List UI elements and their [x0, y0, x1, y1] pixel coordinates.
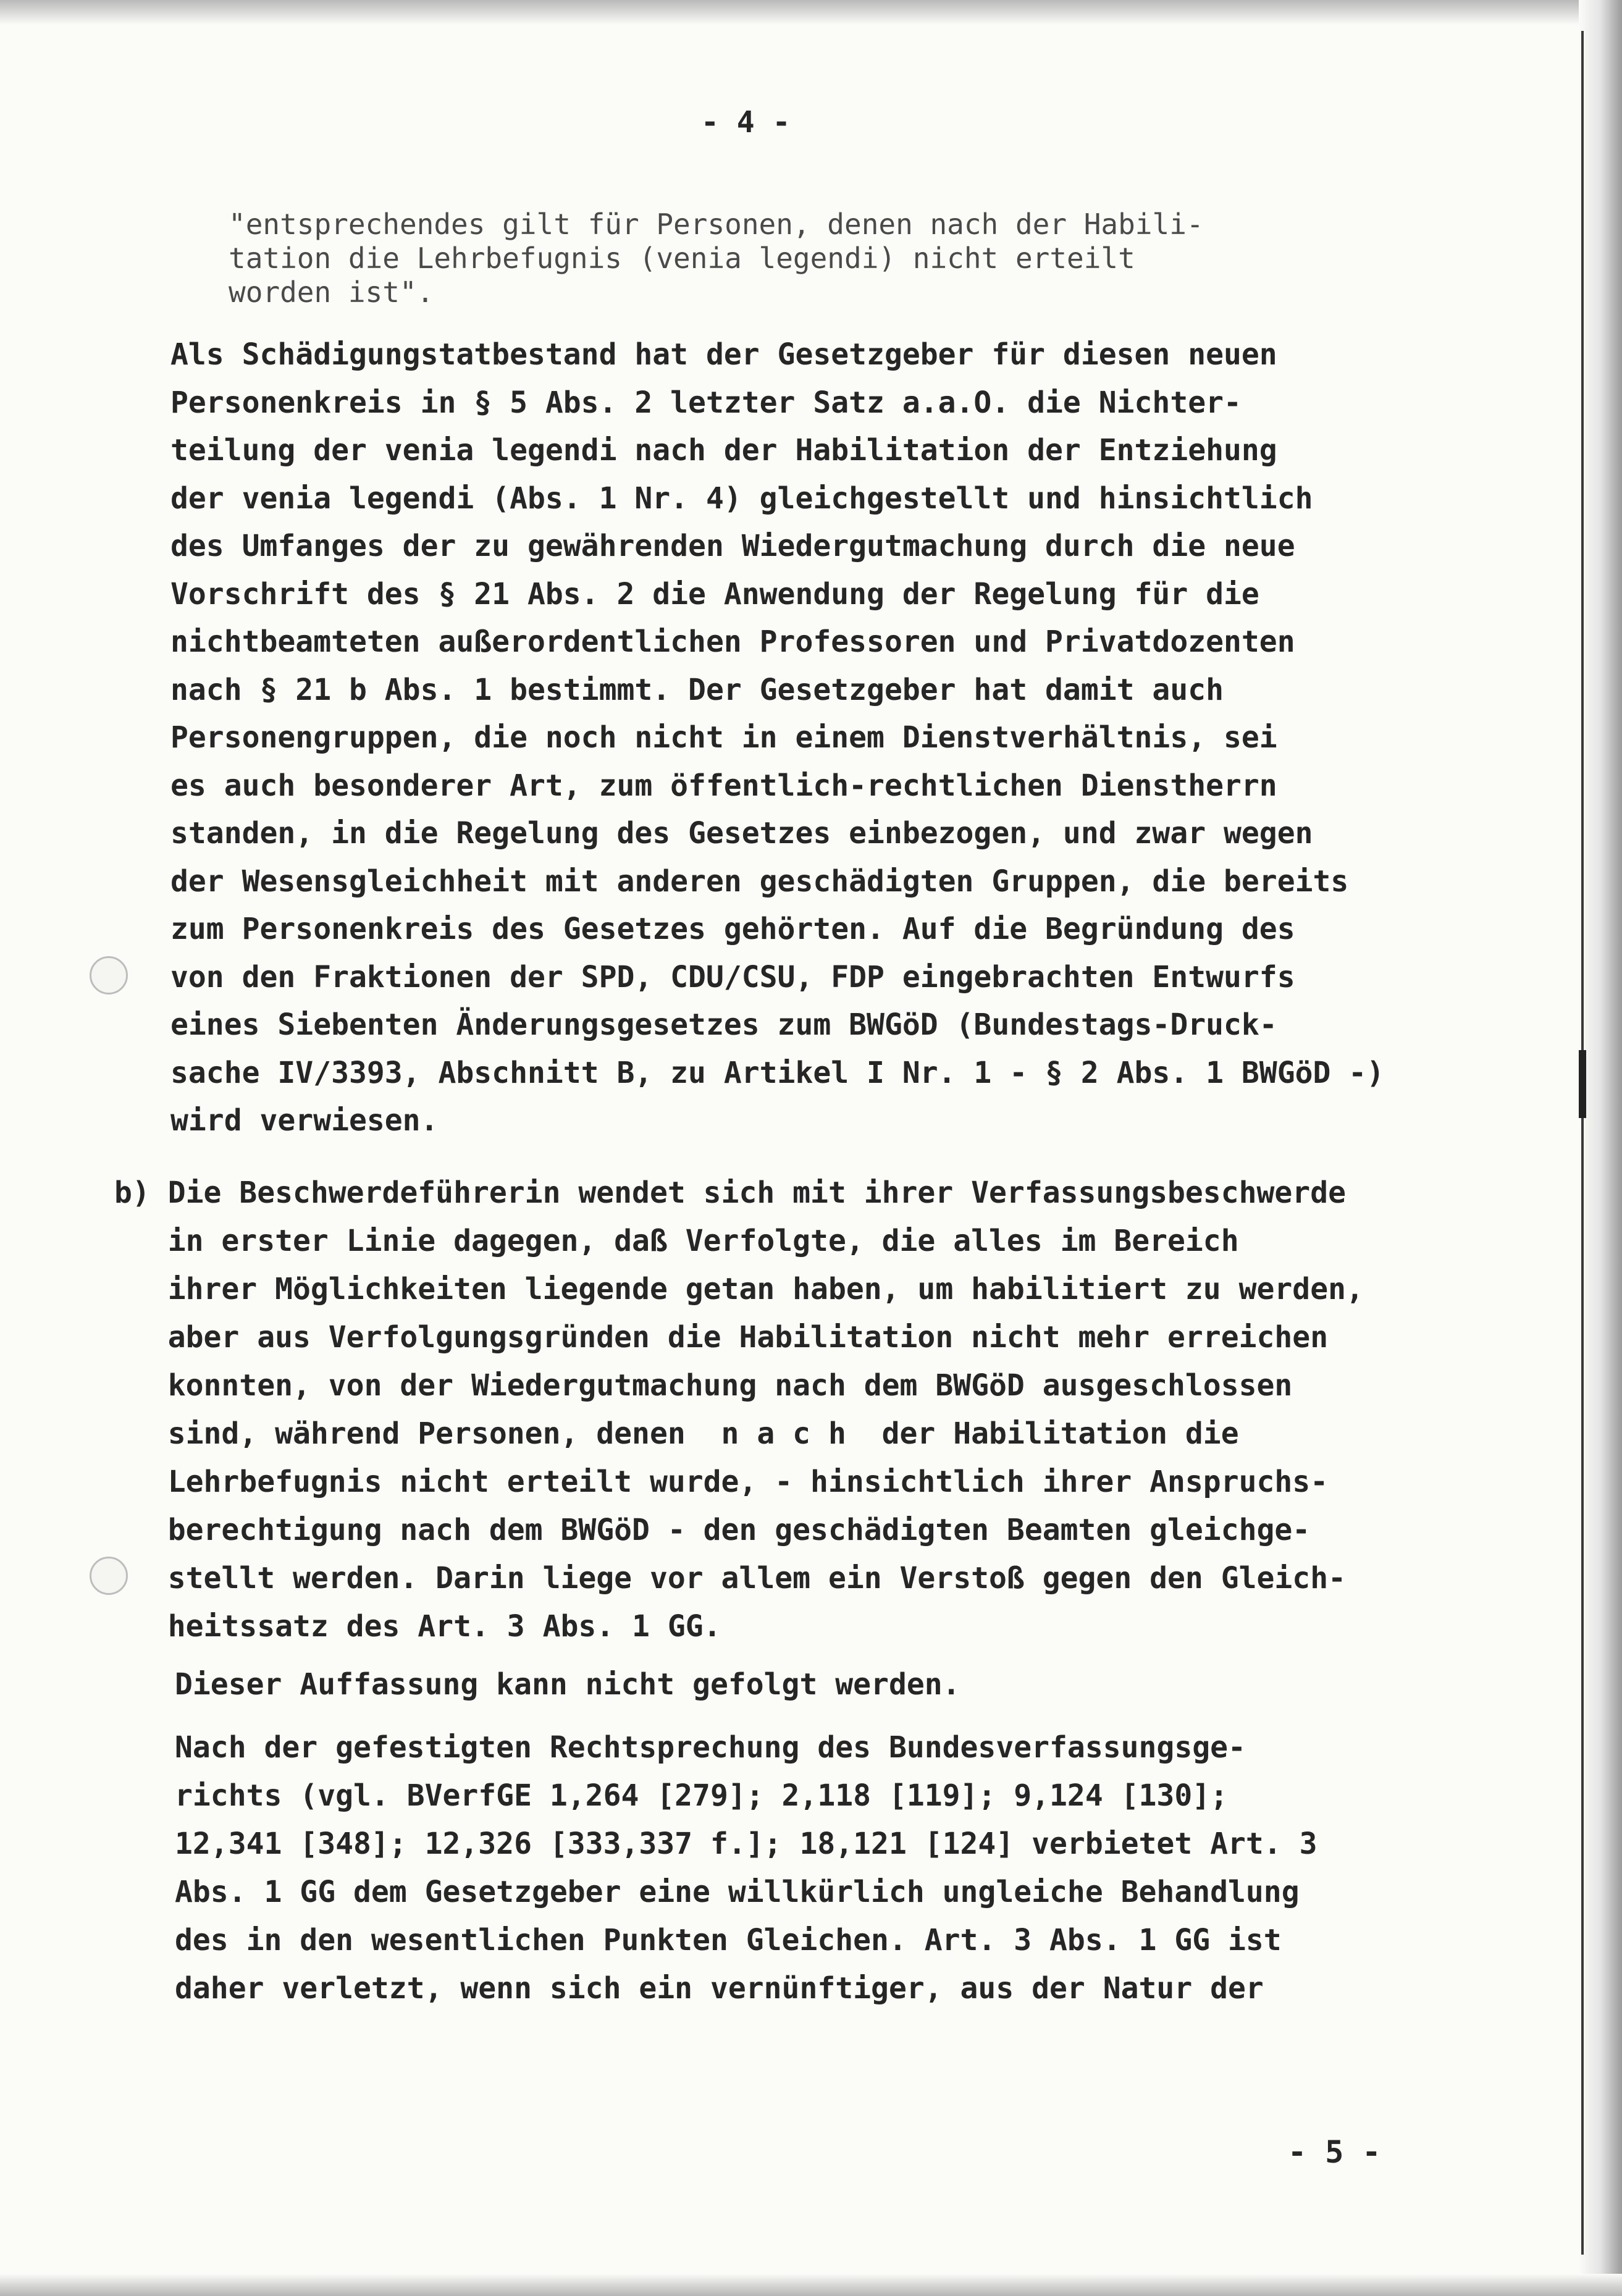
quote-block [229, 208, 1204, 309]
scan-edge-line [1581, 31, 1584, 2255]
paragraph-line: b) Die Beschwerdeführerin wendet sich mit ihrer Verfassungsbeschwerde [114, 1175, 1346, 1210]
paragraph-line: Abs. 1 GG dem Gesetzgeber eine willkürlich ungleiche Behandlung [175, 1875, 1300, 1909]
paragraph-line: zum Personenkreis des Gesetzes gehörten. Auf die Begründung des [170, 912, 1295, 946]
paragraph-line: sache IV/3393, Abschnitt B, zu Artikel I Nr. 1 - § 2 Abs. 1 BWGöD -) [170, 1055, 1385, 1090]
paragraph-line: ihrer Möglichkeiten liegende getan haben, um habilitiert zu werden, [114, 1272, 1364, 1306]
scan-edge-bottom [0, 2274, 1622, 2296]
paragraph-line: aber aus Verfolgungsgründen die Habilitation nicht mehr erreichen [114, 1320, 1329, 1355]
paragraph-line: Dieser Auffassung kann nicht gefolgt werden. [175, 1667, 960, 1702]
paragraph-2 [175, 1660, 960, 1709]
paragraph-line: 12,341 [348]; 12,326 [333,337 f.]; 18,121 [124] verbietet Art. 3 [175, 1827, 1317, 1861]
paragraph-line: daher verletzt, wenn sich ein vernünftiger, aus der Natur der [175, 1971, 1264, 2006]
paragraph-b [114, 1169, 1364, 1651]
paragraph-line: Lehrbefugnis nicht erteilt wurde, - hinsichtlich ihrer Anspruchs- [114, 1465, 1329, 1499]
paragraph-line: nach § 21 b Abs. 1 bestimmt. Der Gesetzgeber hat damit auch [170, 672, 1224, 707]
paragraph-line: der venia legendi (Abs. 1 Nr. 4) gleichgestellt und hinsichtlich [170, 481, 1313, 516]
paragraph-line: standen, in die Regelung des Gesetzes einbezogen, und zwar wegen [170, 816, 1313, 851]
quote-line: tation die Lehrbefugnis (venia legendi) nicht erteilt [229, 242, 1135, 275]
paragraph-line: eines Siebenten Änderungsgesetzes zum BWGöD (Bundestags-Druck- [170, 1007, 1277, 1042]
paragraph-line: Nach der gefestigten Rechtsprechung des Bundesverfassungsge- [175, 1730, 1246, 1765]
paragraph-1 [170, 331, 1384, 1145]
paragraph-line: von den Fraktionen der SPD, CDU/CSU, FDP eingebrachten Entwurfs [170, 959, 1295, 995]
paragraph-line: konnten, von der Wiedergutmachung nach dem BWGöD ausgeschlossen [114, 1368, 1293, 1403]
page-number: - 4 - [701, 105, 791, 140]
scan-edge-mark [1579, 1050, 1586, 1118]
scan-edge-top [0, 0, 1622, 25]
punch-hole-upper [90, 956, 128, 995]
paragraph-line: richts (vgl. BVerfGE 1,264 [279]; 2,118 [119]; 9,124 [130]; [175, 1778, 1229, 1813]
paragraph-line: heitssatz des Art. 3 Abs. 1 GG. [114, 1609, 721, 1644]
paragraph-line: teilung der venia legendi nach der Habilitation der Entziehung [170, 433, 1277, 468]
paragraph-line: Personengruppen, die noch nicht in einem Dienstverhältnis, sei [170, 720, 1277, 755]
paragraph-line: wird verwiesen. [170, 1103, 439, 1138]
paragraph-line: des in den wesentlichen Punkten Gleichen. Art. 3 Abs. 1 GG ist [175, 1923, 1282, 1957]
paragraph-3 [175, 1723, 1317, 2012]
quote-line: worden ist". [229, 275, 434, 309]
paragraph-line: der Wesensgleichheit mit anderen geschädigten Gruppen, die bereits [170, 864, 1349, 899]
scan-edge-right [1579, 0, 1622, 2296]
paragraph-line: nichtbeamteten außerordentlichen Professoren und Privatdozenten [170, 624, 1295, 659]
paragraph-line: in erster Linie dagegen, daß Verfolgte, die alles im Bereich [114, 1224, 1239, 1258]
continuation-marker: - 5 - [1288, 2134, 1381, 2170]
paragraph-line: sind, während Personen, denen n a c h der Habilitation die [114, 1416, 1239, 1451]
paragraph-line: Als Schädigungstatbestand hat der Gesetzgeber für diesen neuen [170, 337, 1277, 372]
paragraph-line: berechtigung nach dem BWGöD - den geschädigten Beamten gleichge- [114, 1513, 1311, 1547]
paragraph-line: des Umfanges der zu gewährenden Wiedergutmachung durch die neue [170, 529, 1295, 563]
paragraph-line: es auch besonderer Art, zum öffentlich-rechtlichen Dienstherrn [170, 768, 1277, 803]
paragraph-line: Personenkreis in § 5 Abs. 2 letzter Satz a.a.O. die Nichter- [170, 385, 1242, 420]
quote-line: "entsprechendes gilt für Personen, denen nach der Habili- [229, 208, 1204, 241]
paragraph-line: stellt werden. Darin liege vor allem ein Verstoß gegen den Gleich- [114, 1561, 1346, 1596]
paragraph-line: Vorschrift des § 21 Abs. 2 die Anwendung der Regelung für die [170, 576, 1259, 612]
